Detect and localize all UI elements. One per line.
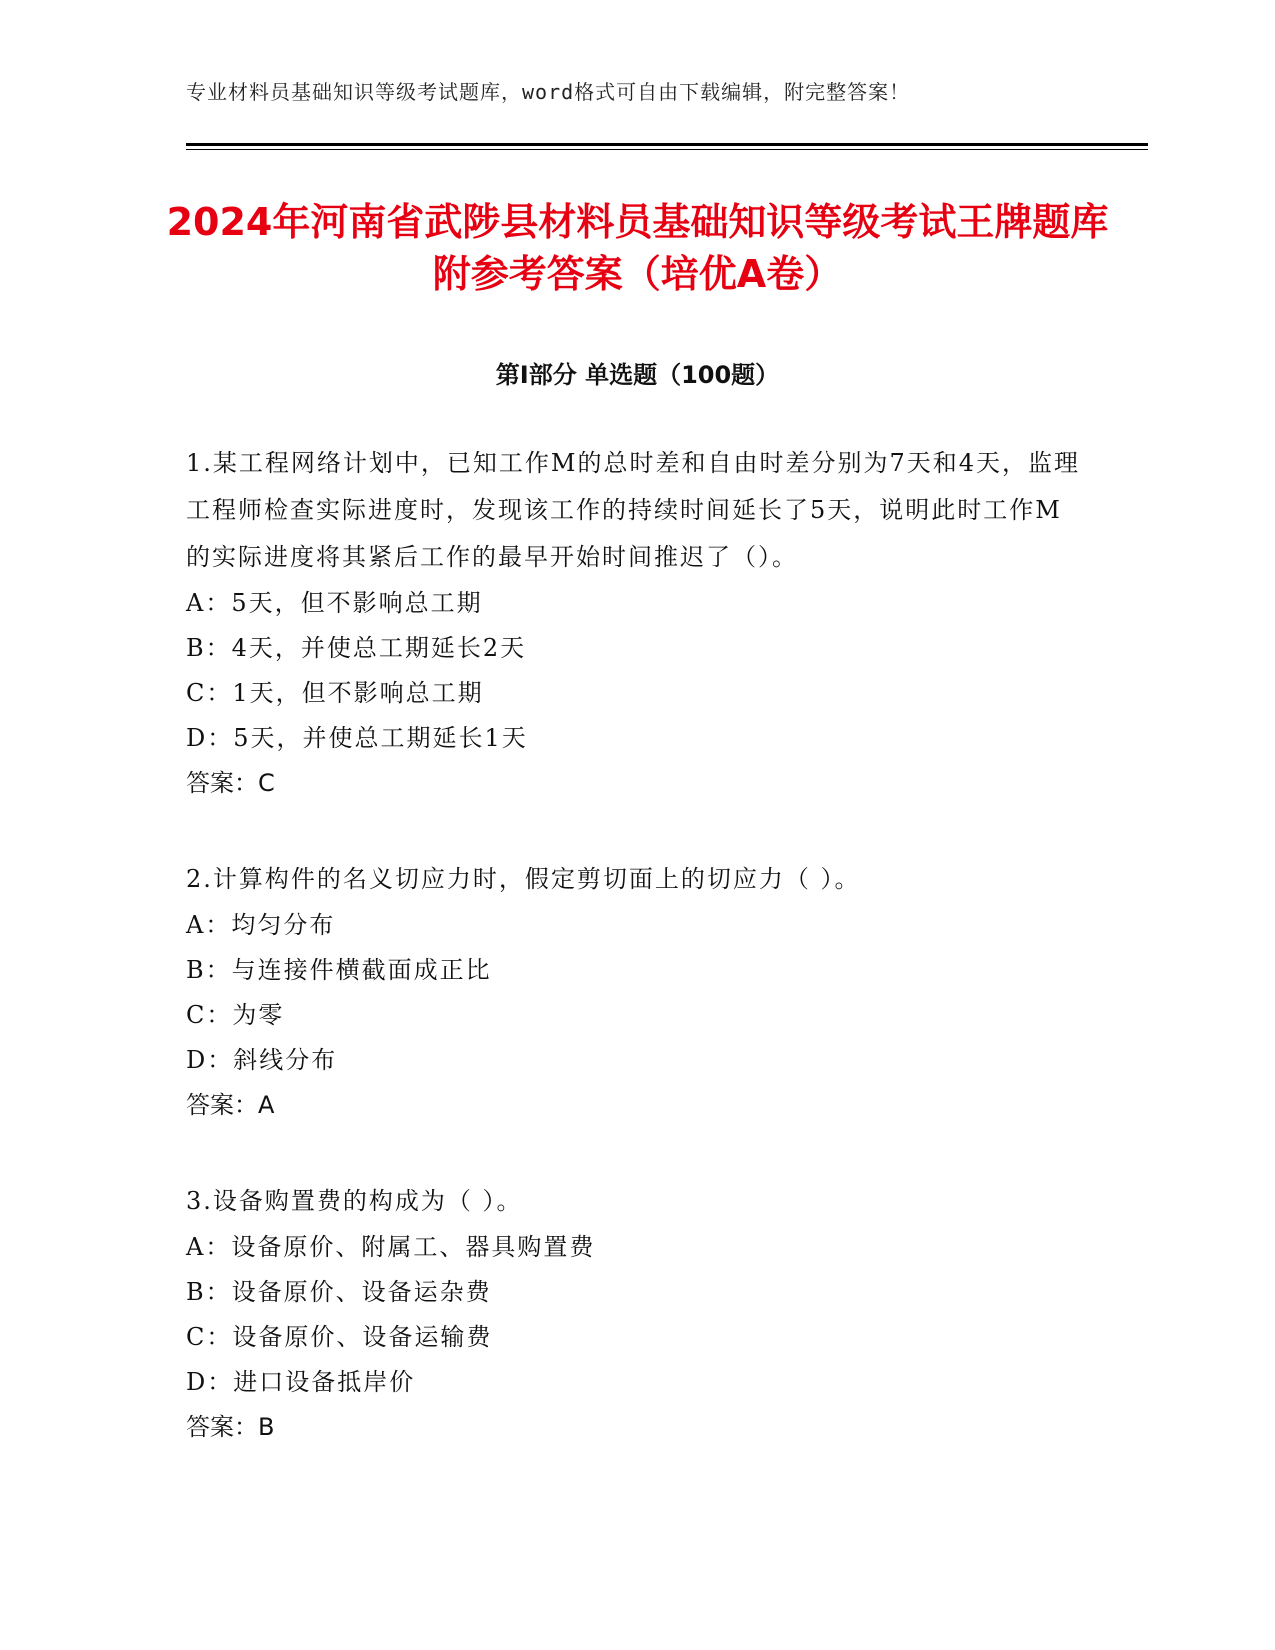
option-b: B：4天，并使总工期延长2天 bbox=[186, 634, 527, 662]
question-1 bbox=[186, 440, 1086, 806]
question-stem: 2.计算构件的名义切应力时，假定剪切面上的切应力（ ）。 bbox=[186, 865, 861, 893]
option-b: B：与连接件横截面成正比 bbox=[186, 956, 492, 984]
option-a: A：设备原价、附属工、器具购置费 bbox=[186, 1233, 596, 1261]
header-rule-thin bbox=[186, 149, 1148, 150]
answer-line: 答案：C bbox=[186, 769, 275, 797]
question-3 bbox=[186, 1178, 1086, 1450]
question-stem: 1.某工程网络计划中，已知工作M的总时差和自由时差分别为7天和4天，监理工程师检查实际进度时，发现该工作的持续时间延长了5天，说明此时工作M的实际进度将其紧后工作的最早开始时间推迟了（）。 bbox=[186, 449, 1081, 571]
option-d: D：5天，并使总工期延长1天 bbox=[186, 724, 528, 752]
document-title: 2024年河南省武陟县材料员基础知识等级考试王牌题库附参考答案（培优A卷） bbox=[166, 200, 1109, 296]
option-c: C：设备原价、设备运输费 bbox=[186, 1323, 493, 1351]
option-d: D：斜线分布 bbox=[186, 1046, 338, 1074]
header-note: 专业材料员基础知识等级考试题库，word格式可自由下载编辑，附完整答案！ bbox=[186, 80, 911, 104]
option-b: B：设备原价、设备运杂费 bbox=[186, 1278, 492, 1306]
answer-line: 答案：A bbox=[186, 1091, 275, 1119]
section-heading: 第Ⅰ部分 单选题（100题） bbox=[495, 361, 780, 389]
question-stem: 3.设备购置费的构成为（ ）。 bbox=[186, 1187, 523, 1215]
question-list bbox=[186, 440, 1086, 1500]
option-c: C：为零 bbox=[186, 1001, 285, 1029]
option-a: A：均匀分布 bbox=[186, 911, 336, 939]
option-d: D：进口设备抵岸价 bbox=[186, 1368, 416, 1396]
question-2 bbox=[186, 856, 1086, 1128]
answer-line: 答案：B bbox=[186, 1413, 275, 1441]
option-a: A：5天，但不影响总工期 bbox=[186, 589, 483, 617]
header-rule-thick bbox=[186, 143, 1148, 146]
option-c: C：1天，但不影响总工期 bbox=[186, 679, 484, 707]
